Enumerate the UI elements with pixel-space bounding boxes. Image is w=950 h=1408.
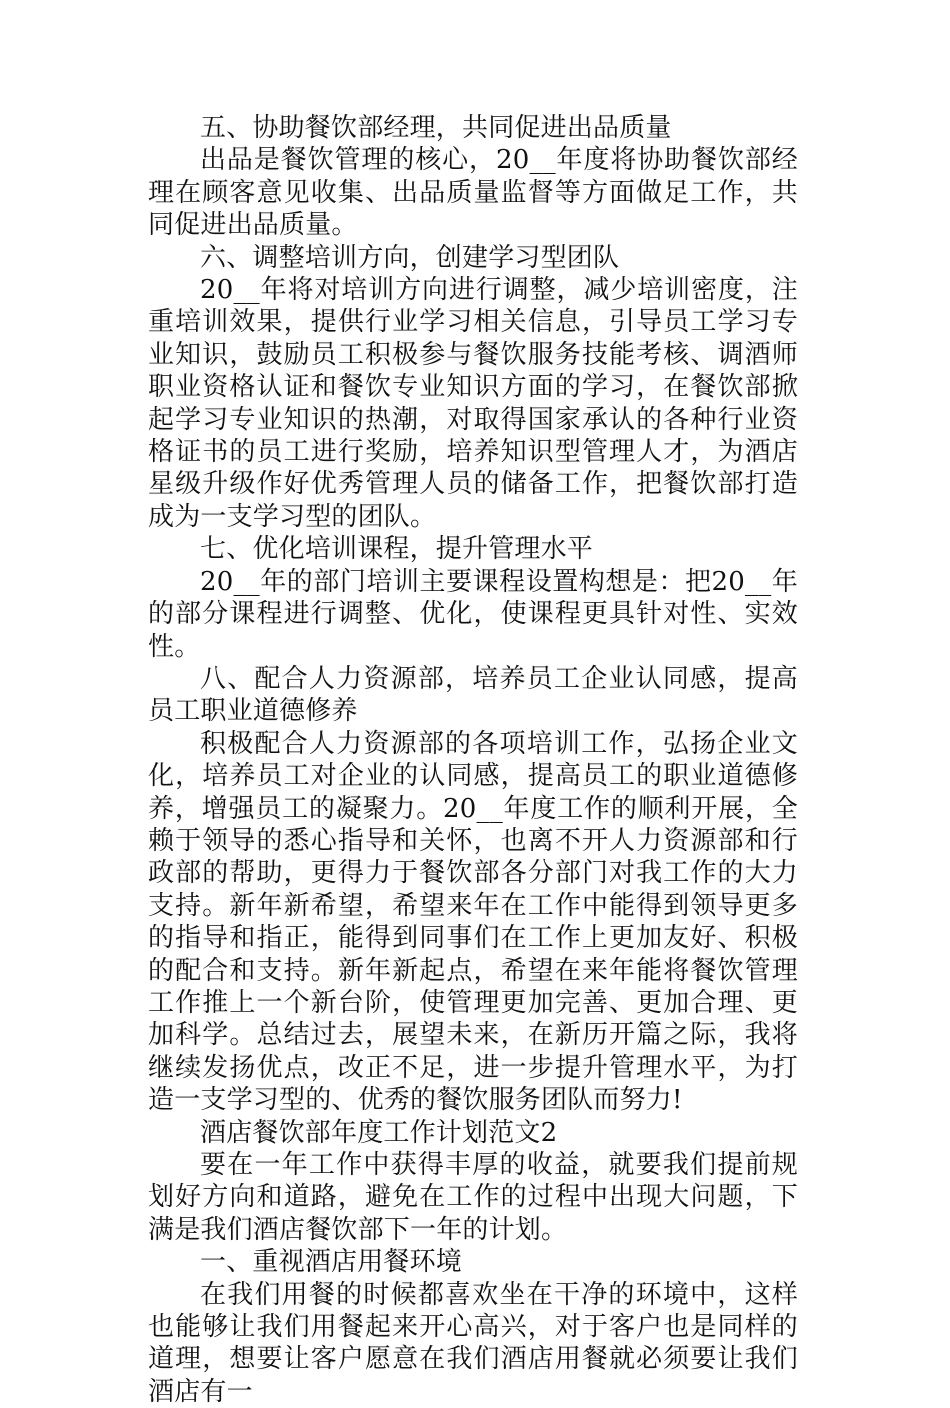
document-body (148, 112, 798, 1408)
paragraph: 出品是餐饮管理的核心，20__年度将协助餐饮部经理在顾客意见收集、出品质量监督等方面做足工作，共同促进出品质量。 (148, 145, 798, 241)
paragraph: 20__年的部门培训主要课程设置构想是：把20__年的部分课程进行调整、优化，使课程更具针对性、实效性。 (148, 566, 798, 662)
paragraph: 20__年将对培训方向进行调整，减少培训密度，注重培训效果，提供行业学习相关信息，引导员工学习专业知识，鼓励员工积极参与餐饮服务技能考核、调酒师职业资格认证和餐饮专业知识方面的学习，在餐饮部掀起学习专业知识的热潮，对取得国家承认的各种行业资格证书的员工进行奖励，培养知识型管理人才，为酒店星级升级作好优秀管理人员的储备工作，把餐饮部打造成为一支学习型的团队。 (148, 275, 798, 532)
section-heading-5: 五、协助餐饮部经理，共同促进出品质量 (200, 113, 672, 143)
paragraph: 要在一年工作中获得丰厚的收益，就要我们提前规划好方向和道路，避免在工作的过程中出现大问题，下满是我们酒店餐饮部下一年的计划。 (148, 1150, 798, 1245)
section-heading-6: 六、调整培训方向，创建学习型团队 (200, 242, 620, 273)
section-heading-1: 一、重视酒店用餐环境 (200, 1247, 463, 1278)
paragraph: 在我们用餐的时候都喜欢坐在干净的环境中，这样也能够让我们用餐起来开心高兴，对于客户也是同样的道理，想要让客户愿意在我们酒店用餐就必须要让我们酒店有一 (148, 1279, 798, 1407)
section-heading-7: 七、优化培训课程，提升管理水平 (200, 534, 594, 565)
article-title-2: 酒店餐饮部年度工作计划范文2 (200, 1117, 558, 1148)
paragraph: 积极配合人力资源部的各项培训工作，弘扬企业文化，培养员工对企业的认同感，提高员工的职业道德修养，增强员工的凝聚力。20__年度工作的顺利开展，全赖于领导的悉心指导和关怀，也离不开人力资源部和行政部的帮助，更得力于餐饮部各分部门对我工作的大力支持。新年新希望，希望来年在工作中能得到领导更多的指导和指正，能得到同事们在工作上更加友好、积极的配合和支持。新年新起点，希望在来年能将餐饮管理工作推上一个新台阶，使管理更加完善、更加合理、更加科学。总结过去，展望未来，在新历开篇之际，我将继续发扬优点，改正不足，进一步提升管理水平，为打造一支学习型的、优秀的餐饮服务团队而努力! (148, 728, 798, 1116)
section-heading-8: 八、配合人力资源部，培养员工企业认同感，提高员工职业道德修养 (148, 663, 798, 727)
